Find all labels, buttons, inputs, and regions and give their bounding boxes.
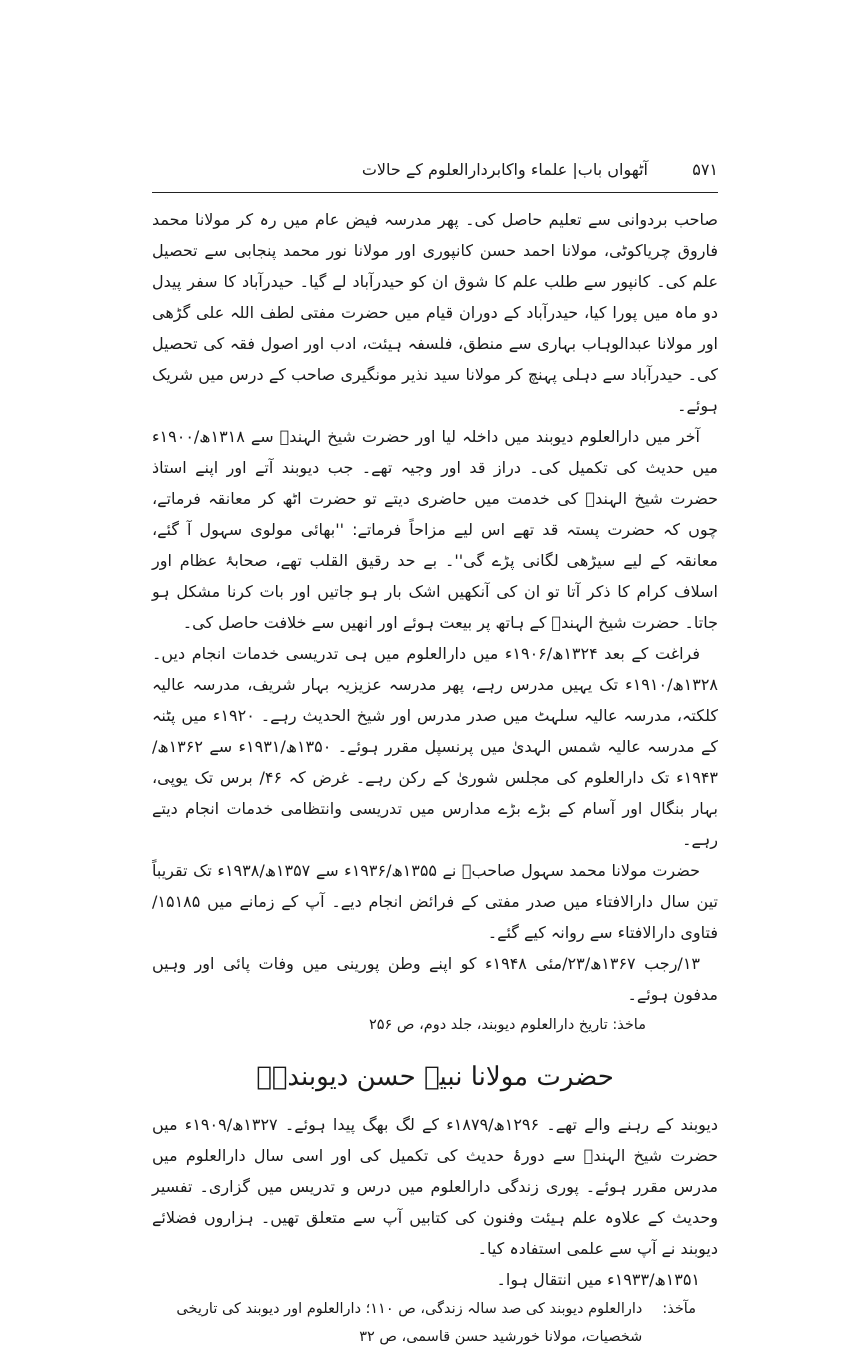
paragraph-mufti-service: حضرت مولانا محمد سہول صاحبؒ نے ۱۳۵۵ھ/۱۹۳۶ء سے ۱۳۵۷ھ/۱۹۳۸ء تک تقریباً تین سال دارالافتاء میں صدر مفتی کے فرائض انجام دیے۔ آپ کے زمانے میں ۱۵۱۸۵/فتاوی دارالافتاء سے روانہ کیے گئے۔: [152, 861, 718, 942]
paragraph-teaching-career: فراغت کے بعد ۱۳۲۴ھ/۱۹۰۶ء میں دارالعلوم میں ہی تدریسی خدمات انجام دیں۔ ۱۳۲۸ھ/۱۹۱۰ء تک یہیں مدرس رہے، پھر مدرسہ عزیزیہ بہار شریف، مدرسہ عالیہ کلکتہ، مدرسہ عالیہ سلہٹ میں صدر مدرس اور شیخ الحدیث رہے۔ ۱۹۲۰ء میں پٹنہ کے مدرسہ عالیہ شمس الہدیٰ میں پرنسپل مقرر ہوئے۔ ۱۳۵۰ھ/۱۹۳۱ء سے ۱۳۶۲ھ/۱۹۴۳ء تک دارالعلوم کی مجلس شوریٰ کے رکن رہے۔ غرض کہ ۴۶/ برس تک یوپی، بہار بنگال اور آسام کے بڑے بڑے مدارس میں تدریسی وانتظامی خدمات انجام دیتے رہے۔: [152, 644, 718, 849]
running-header: [152, 158, 718, 188]
paragraph-deoband-study: آخر میں دارالعلوم دیوبند میں داخلہ لیا اور حضرت شیخ الہندؒ سے ۱۳۱۸ھ/۱۹۰۰ء میں حدیث کی تکمیل کی۔ دراز قد اور وجیہ تھے۔ جب دیوبند آتے اور اپنے استاذ حضرت شیخ الہندؒ کی خدمت میں حاضری دیتے تو حضرت اٹھ کر معانقہ فرماتے، چوں کہ حضرت پستہ قد تھے اس لیے مزاحاً فرماتے: ''بھائی مولوی سہول آ گئے، معانقہ کے لیے سیڑھی لگانی پڑے گی''۔ بے حد رقیق القلب تھے، صحابۂ عظام اور اسلاف کرام کا ذکر آتا تو ان کی آنکھیں اشک بار ہو جاتیں اور بات کرنا مشکل ہو جاتا۔ حضرت شیخ الہندؒ کے ہاتھ پر بیعت ہوئے اور انھیں سے خلافت حاصل کی۔: [152, 427, 718, 632]
chapter-title: آٹھواں باب| علماء واکابردارالعلوم کے حالات: [361, 160, 648, 179]
paragraph-death-2: ۱۳۵۱ھ/۱۹۳۳ء میں انتقال ہوا۔: [496, 1270, 700, 1289]
paragraph-education: صاحب بردوانی سے تعلیم حاصل کی۔ پھر مدرسہ فیض عام میں رہ کر مولانا محمد فاروق چریاکوٹی، مولانا احمد حسن کانپوری اور مولانا نور محمد پنجابی سے تحصیل علم کی۔ کانپور سے طلب علم کا شوق ان کو حیدرآباد لے گیا۔ حیدرآباد کا سفر پیدل دو ماہ میں پورا کیا، حیدرآباد کے دوران قیام میں حضرت مفتی لطف اللہ علی گڑھی اور مولانا عبدالوہاب بہاری سے منطق، فلسفہ ہیئت، ادب اور اصول فقہ کی تحصیل کی۔ حیدرآباد سے دہلی پہنچ کر مولانا سید نذیر مونگیری صاحب کے درس میں شریک ہوئے۔: [152, 210, 718, 415]
source-citation: ماخذ: تاریخ دارالعلوم دیوبند، جلد دوم، ص ۲۵۶: [368, 1017, 646, 1033]
source-citation-2: [152, 1295, 718, 1351]
paragraph-biography: دیوبند کے رہنے والے تھے۔ ۱۲۹۶ھ/۱۸۷۹ء کے لگ بھگ پیدا ہوئے۔ ۱۳۲۷ھ/۱۹۰۹ء میں حضرت شیخ الہندؒ سے دورۂ حدیث کی تکمیل کی اور اسی سال دارالعلوم میں مدرس مقرر ہوئے۔ پوری زندگی دارالعلوم میں درس و تدریس میں گزاری۔ تفسیر وحدیث کے علاوہ علم ہیئت وفنون کی کتابیں آپ سے متعلق تھیں۔ ہزاروں فضلائے دیوبند نے آپ سے علمی استفادہ کیا۔: [152, 1115, 719, 1258]
page-number: ۵۷۱: [692, 160, 718, 179]
source-text: دارالعلوم دیوبند کی صد سالہ زندگی، ص ۱۱۰؛ دارالعلوم اور دیوبند کی تاریخی شخصیات، مولانا خورشید حسن قاسمی، ص ۳۲: [176, 1301, 643, 1345]
page-body: [152, 204, 718, 1351]
header-divider: [152, 192, 718, 193]
section-heading: حضرت مولانا نبیہ حسن دیوبندیؒ: [256, 1062, 614, 1092]
source-label: مآخذ:: [662, 1301, 696, 1317]
paragraph-death: ۱۳/رجب ۱۳۶۷ھ/۲۳/مئی ۱۹۴۸ء کو اپنے وطن پورینی میں وفات پائی اور وہیں مدفون ہوئے۔: [152, 954, 718, 1004]
